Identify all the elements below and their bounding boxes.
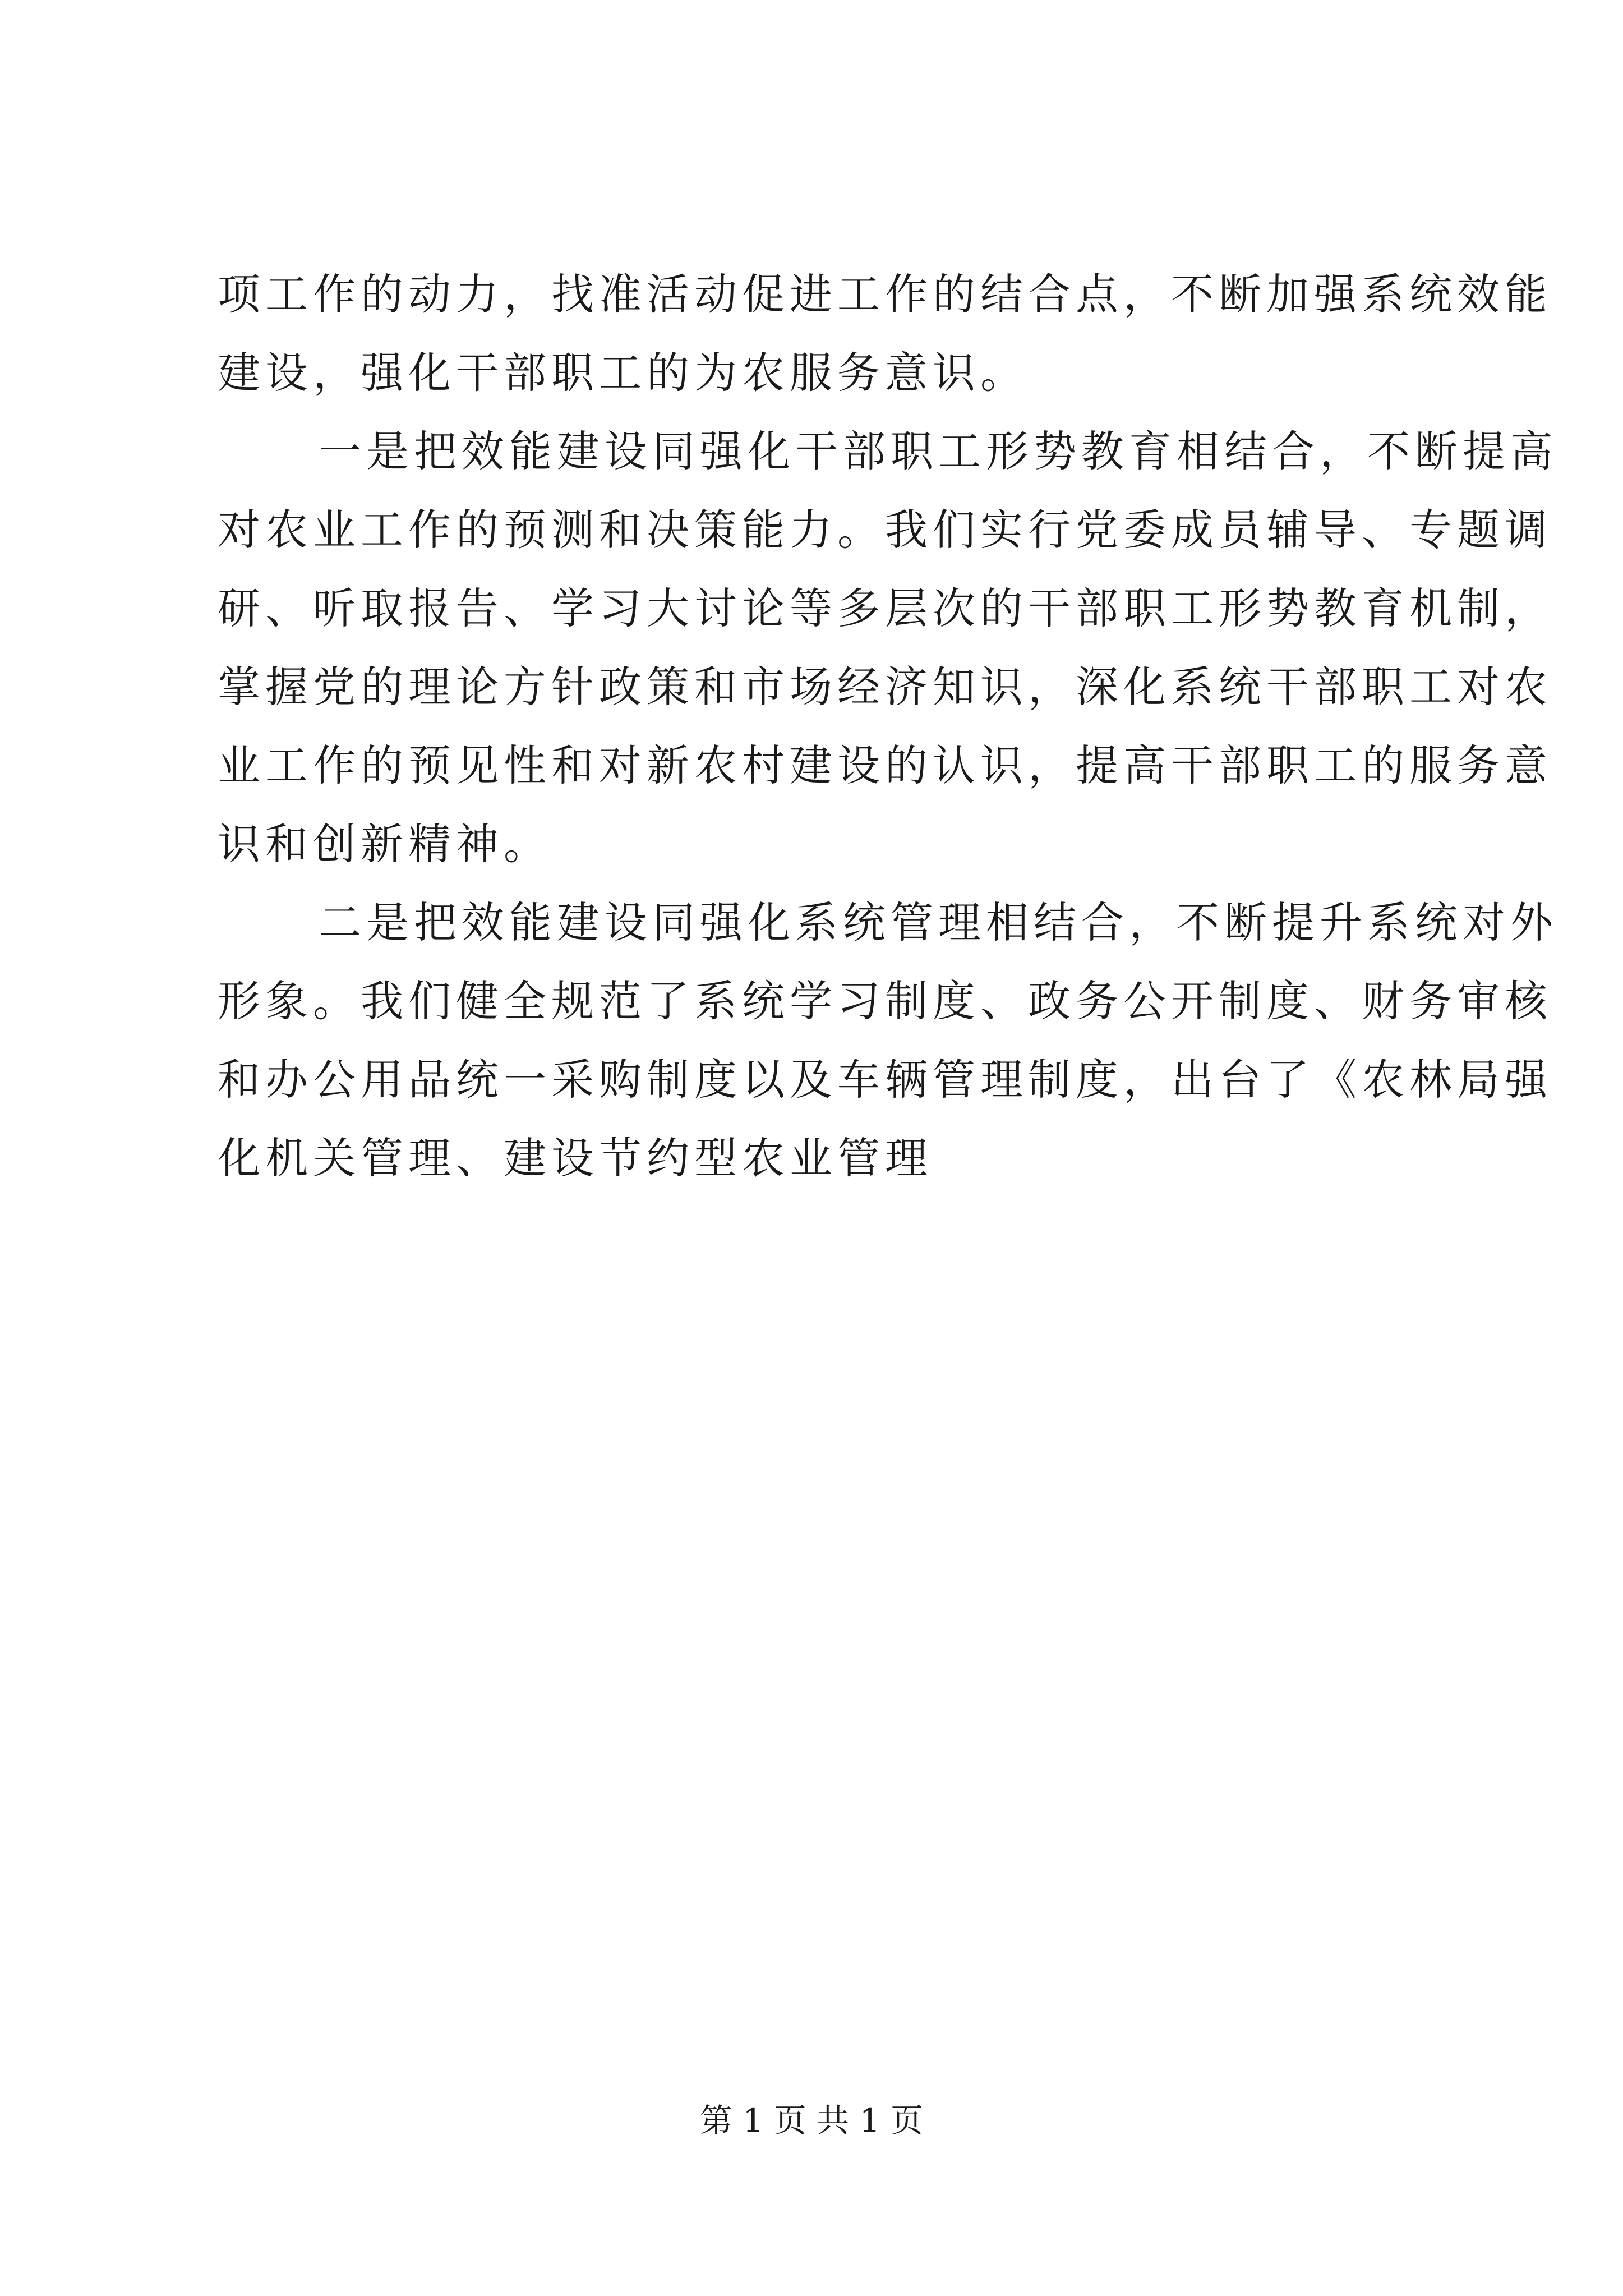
paragraph	[218, 412, 1558, 884]
text-line: 一是把效能建设同强化干部职工形势教育相结合，不断提高	[319, 426, 1558, 476]
page-footer: 第 1 页 共 1 页	[700, 2101, 923, 2139]
text-line: 二是把效能建设同强化系统管理相结合，不断提升系统对外	[319, 898, 1558, 947]
text-line: 化机关管理、建设节约型农业管理	[218, 1133, 933, 1183]
paragraph	[218, 884, 1558, 1198]
text-line: 对农业工作的预测和决策能力。我们实行党委成员辅导、专题调	[218, 505, 1552, 555]
text-line: 业工作的预见性和对新农村建设的认识，提高干部职工的服务意	[218, 740, 1552, 790]
text-line: 建设，强化干部职工的为农服务意识。	[218, 348, 1028, 398]
text-line: 和办公用品统一采购制度以及车辆管理制度，出台了《农林局强	[218, 1055, 1552, 1105]
text-line: 研、听取报告、学习大讨论等多层次的干部职工形势教育机制，	[218, 583, 1552, 633]
paragraph	[218, 255, 1552, 412]
text-line: 掌握党的理论方针政策和市场经济知识，深化系统干部职工对农	[218, 662, 1552, 712]
text-line: 识和创新精神。	[218, 819, 551, 869]
text-line: 形象。我们健全规范了系统学习制度、政务公开制度、财务审核	[218, 976, 1552, 1026]
text-line: 项工作的动力，找准活动促进工作的结合点，不断加强系统效能	[218, 269, 1552, 319]
document-body	[218, 255, 1558, 1198]
